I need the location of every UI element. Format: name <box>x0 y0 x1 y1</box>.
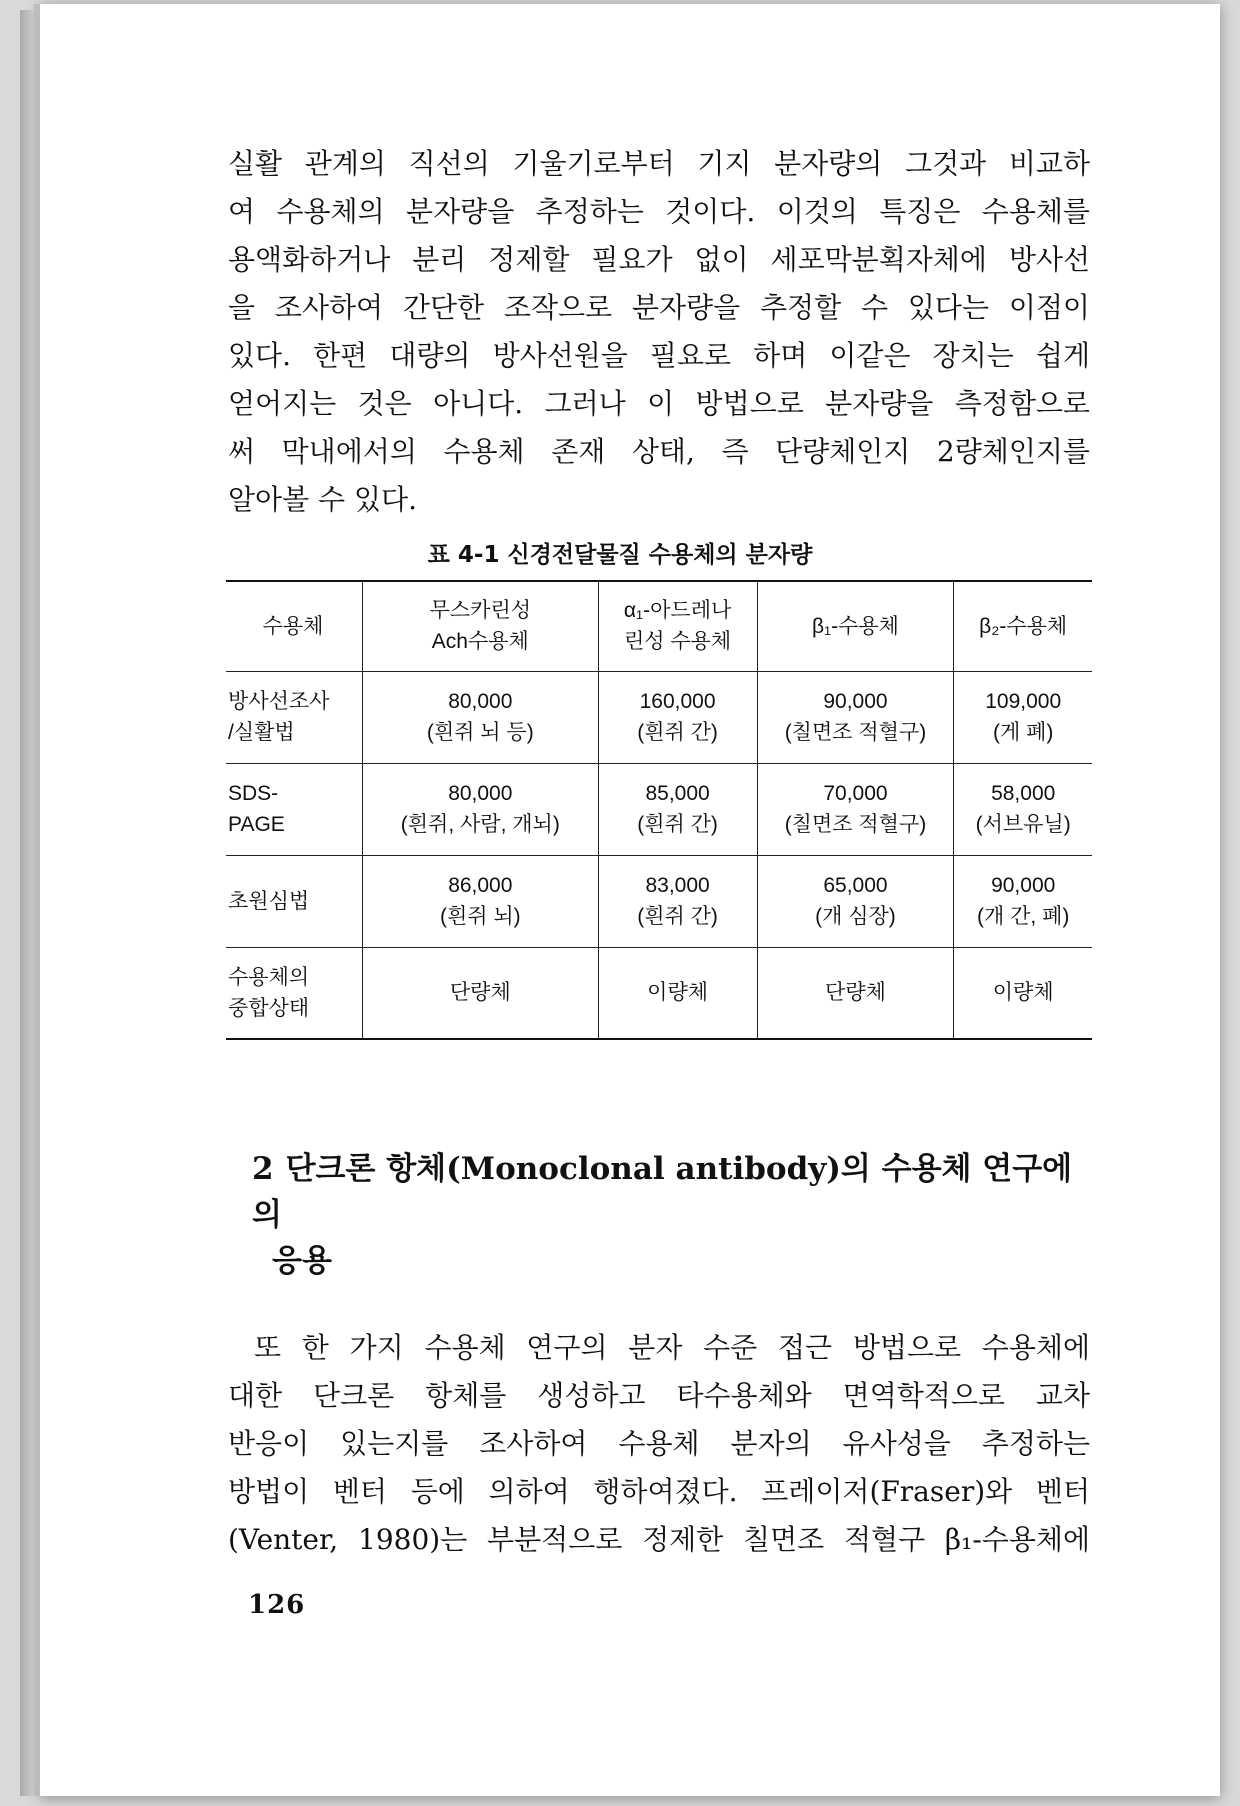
table-cell <box>757 855 954 947</box>
table-cell <box>598 947 757 1039</box>
page-number: 126 <box>248 1590 306 1620</box>
header-text: 수용체 <box>262 614 324 638</box>
table-cell <box>362 763 598 855</box>
text-line: 얻어지는 것은 아니다. 그러나 이 방법으로 분자량을 측정함으로 <box>228 387 1090 420</box>
table-cell <box>757 947 954 1039</box>
table-cell <box>757 671 954 763</box>
cell-note: (개 간, 폐) <box>977 905 1070 928</box>
header-text: 무스카린성 <box>429 599 532 623</box>
page-edge <box>20 10 40 1796</box>
table-row <box>226 763 1092 855</box>
table-row <box>226 947 1092 1039</box>
table-cell <box>954 671 1092 763</box>
header-receptor <box>226 581 362 671</box>
row-label-text: SDS- <box>228 782 279 805</box>
molecular-weight-table <box>226 580 1092 1040</box>
cell-note: (칠면조 적혈구) <box>784 813 927 836</box>
table-cell <box>954 763 1092 855</box>
cell-note: (흰쥐 뇌) <box>439 905 521 928</box>
cell-value: 160,000 <box>639 690 716 713</box>
cell-value: 이량체 <box>992 981 1054 1005</box>
row-label-text: 초원심법 <box>228 889 310 913</box>
row-label-text: PAGE <box>228 813 285 836</box>
text-line: 방법이 벤터 등에 의하여 행하여졌다. 프레이저(Fraser)와 벤터 <box>228 1475 1090 1508</box>
table-cell <box>598 763 757 855</box>
cell-value: 80,000 <box>448 690 513 713</box>
cell-value: 70,000 <box>823 782 888 805</box>
cell-value: 80,000 <box>448 782 513 805</box>
table-caption: 표 4-1 신경전달물질 수용체의 분자량 <box>427 542 813 568</box>
paragraph-1 <box>228 140 1090 524</box>
row-label-text: 수용체의 <box>228 965 310 989</box>
cell-value: 이량체 <box>647 981 709 1005</box>
section-title-line: 단크론 항체(Monoclonal antibody)의 수용체 연구에의 <box>252 1151 1073 1233</box>
header-alpha1 <box>598 581 757 671</box>
cell-note: (개 심장) <box>815 905 896 928</box>
header-text: α₁-아드레나 <box>623 599 732 623</box>
cell-value: 단량체 <box>825 981 886 1005</box>
text-line: 실활 관계의 직선의 기울기로부터 기지 분자량의 그것과 비교하 <box>228 147 1090 180</box>
cell-value: 109,000 <box>985 690 1062 713</box>
table-cell <box>362 855 598 947</box>
cell-note: (흰쥐 간) <box>637 813 718 836</box>
text-line: 알아볼 수 있다. <box>228 483 417 516</box>
text-line: 대한 단크론 항체를 생성하고 타수용체와 면역학적으로 교차 <box>228 1379 1090 1412</box>
cell-value: 65,000 <box>823 874 888 897</box>
header-muscarinic <box>362 581 598 671</box>
section-title-line: 응용 <box>272 1243 332 1279</box>
cell-note: (흰쥐 간) <box>637 905 718 928</box>
row-label <box>226 947 362 1039</box>
table-header-row <box>226 581 1092 671</box>
cell-value: 86,000 <box>448 874 513 897</box>
table-cell <box>362 947 598 1039</box>
table-cell <box>362 671 598 763</box>
cell-value: 90,000 <box>823 690 888 713</box>
cell-value: 90,000 <box>991 874 1056 897</box>
cell-value: 58,000 <box>991 782 1056 805</box>
table-cell <box>598 671 757 763</box>
cell-note: (게 폐) <box>992 721 1054 744</box>
cell-value: 85,000 <box>645 782 710 805</box>
table-cell <box>954 855 1092 947</box>
row-label <box>226 763 362 855</box>
row-label-text: 방사선조사 <box>228 690 330 713</box>
section-heading <box>252 1146 1092 1284</box>
cell-value: 83,000 <box>645 874 710 897</box>
table-cell <box>954 947 1092 1039</box>
header-text: Ach수용체 <box>431 630 529 654</box>
table-row <box>226 855 1092 947</box>
text-line: 또 한 가지 수용체 연구의 분자 수준 접근 방법으로 수용체에 <box>254 1331 1090 1364</box>
header-text: β₁-수용체 <box>811 614 899 638</box>
section-number: 2 <box>252 1151 274 1187</box>
row-label-text: /실활법 <box>228 721 295 744</box>
cell-note: (칠면조 적혈구) <box>784 721 927 744</box>
cell-note: (흰쥐, 사람, 개뇌) <box>400 813 560 836</box>
header-beta1 <box>757 581 954 671</box>
cell-note: (흰쥐 간) <box>637 721 718 744</box>
row-label <box>226 855 362 947</box>
text-line: 반응이 있는지를 조사하여 수용체 분자의 유사성을 추정하는 <box>228 1427 1090 1460</box>
header-text: β₂-수용체 <box>979 614 1068 638</box>
header-beta2 <box>954 581 1092 671</box>
text-line: 을 조사하여 간단한 조작으로 분자량을 추정할 수 있다는 이점이 <box>228 291 1090 324</box>
row-label-text: 중합상태 <box>228 996 310 1020</box>
table-row <box>226 671 1092 763</box>
paragraph-2 <box>228 1324 1090 1564</box>
table-cell <box>598 855 757 947</box>
text-line: 써 막내에서의 수용체 존재 상태, 즉 단량체인지 2량체인지를 <box>228 435 1090 468</box>
cell-value: 단량체 <box>449 981 511 1005</box>
text-line: 있다. 한편 대량의 방사선원을 필요로 하며 이같은 장치는 쉽게 <box>228 339 1090 372</box>
cell-note: (흰쥐 뇌 등) <box>426 721 534 744</box>
text-line: (Venter, 1980)는 부분적으로 정제한 칠면조 적혈구 β₁-수용체에 <box>228 1523 1090 1556</box>
table-cell <box>757 763 954 855</box>
cell-note: (서브유닐) <box>975 813 1071 836</box>
text-line: 여 수용체의 분자량을 추정하는 것이다. 이것의 특징은 수용체를 <box>228 195 1090 228</box>
row-label <box>226 671 362 763</box>
text-line: 용액화하거나 분리 정제할 필요가 없이 세포막분획자체에 방사선 <box>228 243 1090 276</box>
header-text: 린성 수용체 <box>623 630 732 654</box>
